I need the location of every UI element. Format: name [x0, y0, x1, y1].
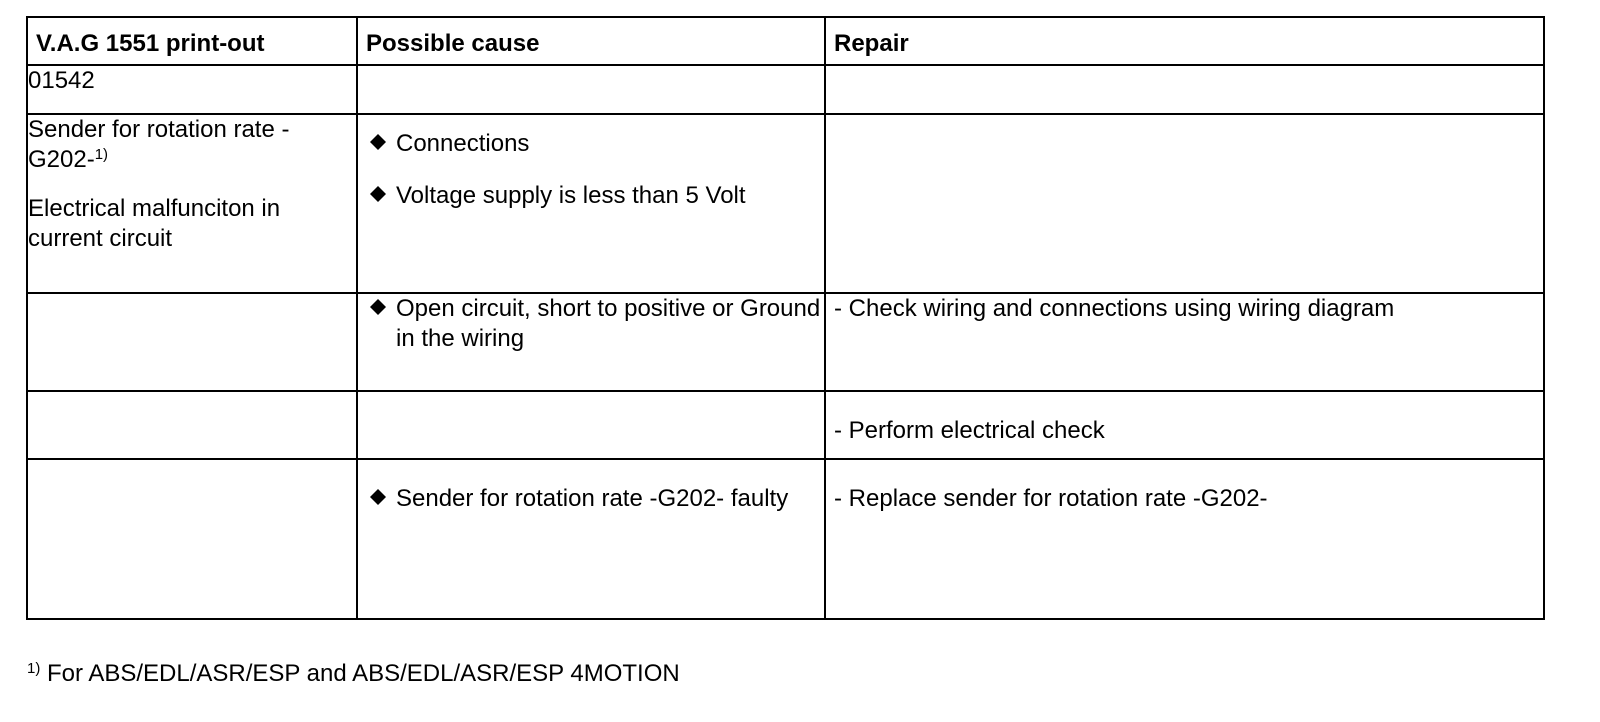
footnote-reference: 1) [94, 146, 109, 163]
empty-cell [357, 65, 825, 114]
faulty-cause-cell [357, 459, 825, 619]
table-row-fault-code [27, 65, 1544, 114]
diamond-bullet-icon [368, 297, 388, 317]
empty-cell [27, 293, 357, 391]
cause-list [358, 294, 824, 354]
electrical-repair-cell [825, 391, 1544, 459]
repair-text: - Replace sender for rotation rate -G202- [834, 485, 1268, 512]
open-circuit-cause-cell [357, 293, 825, 391]
header-printout: V.A.G 1551 print-out [27, 17, 357, 65]
footnote-marker: 1) [27, 660, 41, 677]
header-cause: Possible cause [357, 17, 825, 65]
sender-causes-cell [357, 114, 825, 293]
sender-description: Electrical malfunciton in current circuit [28, 195, 281, 252]
empty-cell [27, 459, 357, 619]
cause-text: Voltage supply is less than 5 Volt [396, 182, 746, 209]
empty-cell [357, 391, 825, 459]
list-item [358, 181, 824, 211]
faulty-repair-cell [825, 459, 1544, 619]
repair-text: - Perform electrical check [834, 417, 1105, 444]
empty-cell [825, 65, 1544, 114]
fault-code: 01542 [27, 65, 357, 114]
empty-cell [825, 114, 1544, 293]
empty-cell [27, 391, 357, 459]
fault-code-table [26, 16, 1545, 620]
cause-list [358, 484, 824, 514]
sender-name-line1: Sender for rotation rate - [28, 116, 290, 143]
diamond-bullet-icon [368, 184, 388, 204]
table-row-sender-faulty [27, 459, 1544, 619]
header-repair: Repair [825, 17, 1544, 65]
diamond-bullet-icon [368, 132, 388, 152]
list-item [358, 129, 824, 159]
cause-list [358, 115, 824, 211]
sender-component-name [28, 115, 356, 175]
sender-name-line2: G202- [28, 146, 95, 173]
cause-text: Sender for rotation rate -G202- faulty [396, 485, 789, 512]
table-row-open-circuit [27, 293, 1544, 391]
footnote [27, 659, 680, 689]
table-row-electrical-check [27, 391, 1544, 459]
repair-text: - Check wiring and connections using wiring diagram [834, 295, 1395, 322]
list-item [358, 484, 824, 514]
diamond-bullet-icon [368, 487, 388, 507]
sender-cell [27, 114, 357, 293]
open-circuit-repair-cell [825, 293, 1544, 391]
list-item [358, 294, 824, 354]
header-row [27, 17, 1544, 65]
cause-text: Connections [396, 130, 530, 157]
table-row-sender [27, 114, 1544, 293]
footnote-text: For ABS/EDL/ASR/ESP and ABS/EDL/ASR/ESP 4MOTION [40, 660, 680, 687]
cause-text: Open circuit, short to positive or Ground in the wiring [396, 295, 821, 352]
